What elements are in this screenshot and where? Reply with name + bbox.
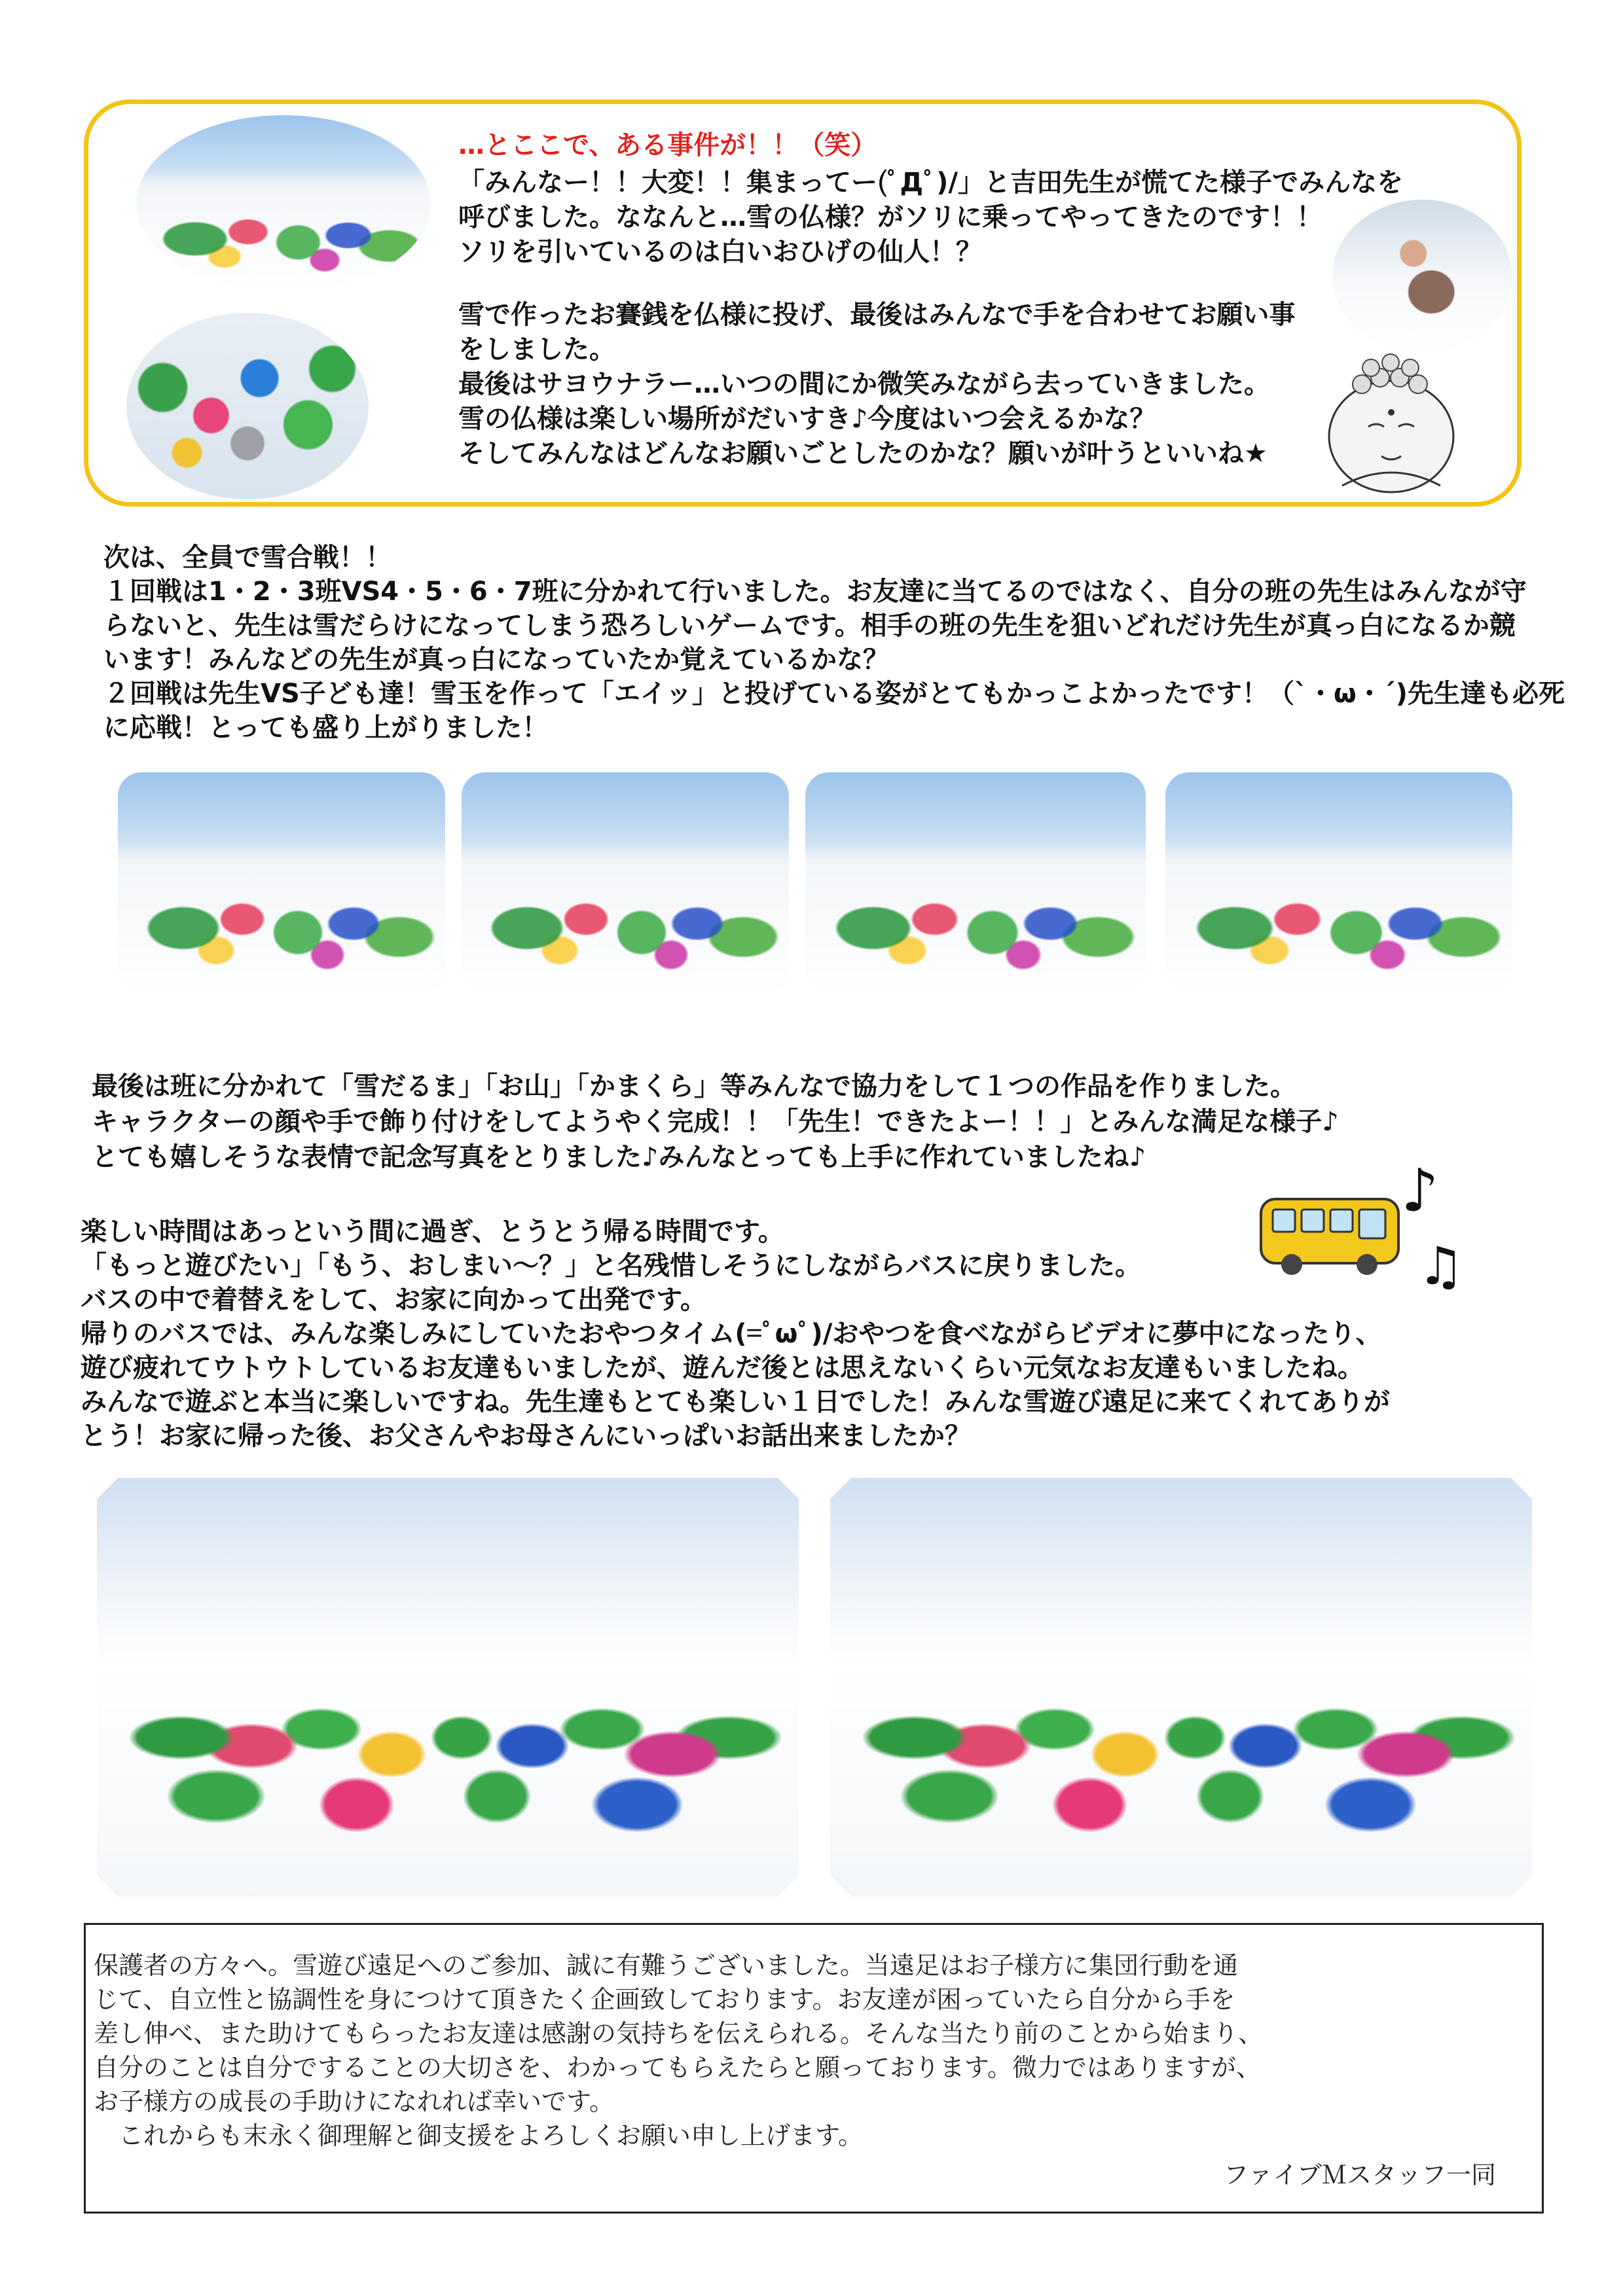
section3-line: とても嬉しそうな表情で記念写真をとりました♪みんなとっても上手に作れていましたね♪	[92, 1142, 1146, 1172]
section4-line: 遊び疲れてウトウトしているお友達もいましたが、遊んだ後とは思えないくらい元気なお友達もいましたね。	[81, 1353, 1364, 1383]
music-notes-icon: ♫	[1417, 1236, 1465, 1297]
notice-line: じて、自立性と協調性を身につけて頂きたく企画致しております。お友達が困っていたら自分から手を	[94, 1985, 1235, 2014]
section3-line: 最後は班に分かれて「雪だるま」「お山」「かまくら」等みんなで協力をして１つの作品を作りました。	[92, 1071, 1296, 1102]
photo-kids-snow-top-left	[136, 115, 431, 292]
photo-snowball-fight-1	[118, 772, 445, 995]
parent-notice-box	[84, 1923, 1544, 2214]
photo-kids-crowd-left	[126, 313, 369, 499]
section4-line: 楽しい時間はあっという間に過ぎ、とうとう帰る時間です。	[81, 1217, 784, 1247]
buddha-illustration	[1316, 348, 1467, 499]
section2-line: １回戦は1・2・3班VS4・5・6・7班に分かれて行いました。お友達に当てるのではなく、自分の班の先生はみんなが守	[103, 577, 1527, 607]
section2-line: 次は、全員で雪合戦！！	[103, 543, 392, 573]
section4-line: 「もっと遊びたい」「もう、おしまい～？」と名残惜しそうにしながらバスに戻りました。	[81, 1251, 1141, 1281]
photo-group-1	[97, 1478, 799, 1897]
section4-line: とう！お家に帰った後、お父さんやお母さんにいっぱいお話出来ましたか？	[81, 1421, 971, 1451]
section1-line: 呼びました。ななんと…雪の仏様？がソリに乗ってやってきたのです！！	[458, 202, 1322, 232]
notice-line: これからも末永く御理解と御支援をよろしくお願い申し上げます。	[94, 2121, 863, 2150]
photo-snow-building-2	[1165, 772, 1512, 995]
section1-line: 雪で作ったお賽銭を仏様に投げ、最後はみんなで手を合わせてお願い事	[458, 300, 1296, 330]
section1-line: 「みんなー！！大変！！集まってー(ﾟДﾟ)/」と吉田先生が慌てた様子でみんなを	[458, 168, 1404, 198]
section4-line: 帰りのバスでは、みんな楽しみにしていたおやつタイム(=ﾟωﾟ)/おやつを食べながらビデオに夢中になったり、	[81, 1319, 1382, 1349]
section2-line: らないと、先生は雪だらけになってしまう恐ろしいゲームです。相手の班の先生を狙いどれだけ先生が真っ白になるか競	[103, 611, 1516, 641]
section2-line: ２回戦は先生VS子ども達！雪玉を作って「エイッ」と投げている姿がとてもかっこよかったです！（`・ω・´)先生達も必死	[103, 679, 1565, 709]
photo-snow-building-1	[805, 772, 1146, 995]
section1-line: そしてみんなはどんなお願いごとしたのかな？願いが叶うといいね★	[458, 439, 1267, 469]
notice-line: 差し伸べ、また助けてもらったお友達は感謝の気持ちを伝えられる。そんな当たり前のことから始まり、	[94, 2019, 1264, 2048]
section4-line: みんなで遊ぶと本当に楽しいですね。先生達もとても楽しい１日でした！みんな雪遊び遠足に来てくれてありが	[81, 1387, 1390, 1417]
music-note-icon: ♪	[1401, 1157, 1439, 1225]
section1-line: をしました。	[458, 334, 615, 365]
notice-line: 保護者の方々へ。雪遊び遠足へのご参加、誠に有難うございました。当遠足はお子様方に集団行動を通	[94, 1951, 1239, 1980]
bus-illustration	[1256, 1191, 1406, 1283]
section1-line: 最後はサヨウナラー…いつの間にか微笑みながら去っていきました。	[458, 369, 1270, 399]
section1-line: ソリを引いているのは白いおひげの仙人！？	[458, 237, 982, 267]
section4-line: バスの中で着替えをして、お家に向かって出発です。	[81, 1285, 706, 1315]
section2-line: に応戦！とっても盛り上がりました！	[103, 713, 549, 743]
section2-line: います！みんなどの先生が真っ白になっていたか覚えているかな？	[103, 645, 889, 675]
photo-group-2	[830, 1478, 1532, 1897]
notice-line: お子様方の成長の手助けになれれば幸いです。	[94, 2087, 614, 2116]
photo-snowball-fight-2	[462, 772, 789, 995]
photo-sage-sled	[1332, 200, 1512, 353]
section1-line: 雪の仏様は楽しい場所がだいすき♪今度はいつ会えるかな？	[458, 404, 1156, 434]
notice-line: 自分のことは自分ですることの大切さを、わかってもらえたらと願っております。微力ではありますが、	[94, 2053, 1261, 2082]
notice-signature: ファイブＭスタッフ一同	[1223, 2161, 1496, 2189]
section1-title: …とここで、ある事件が！！（笑）	[458, 130, 877, 160]
section3-line: キャラクターの顔や手で飾り付けをしてようやく完成！！「先生！できたよー！！」とみんな満足な様子♪	[92, 1107, 1339, 1137]
